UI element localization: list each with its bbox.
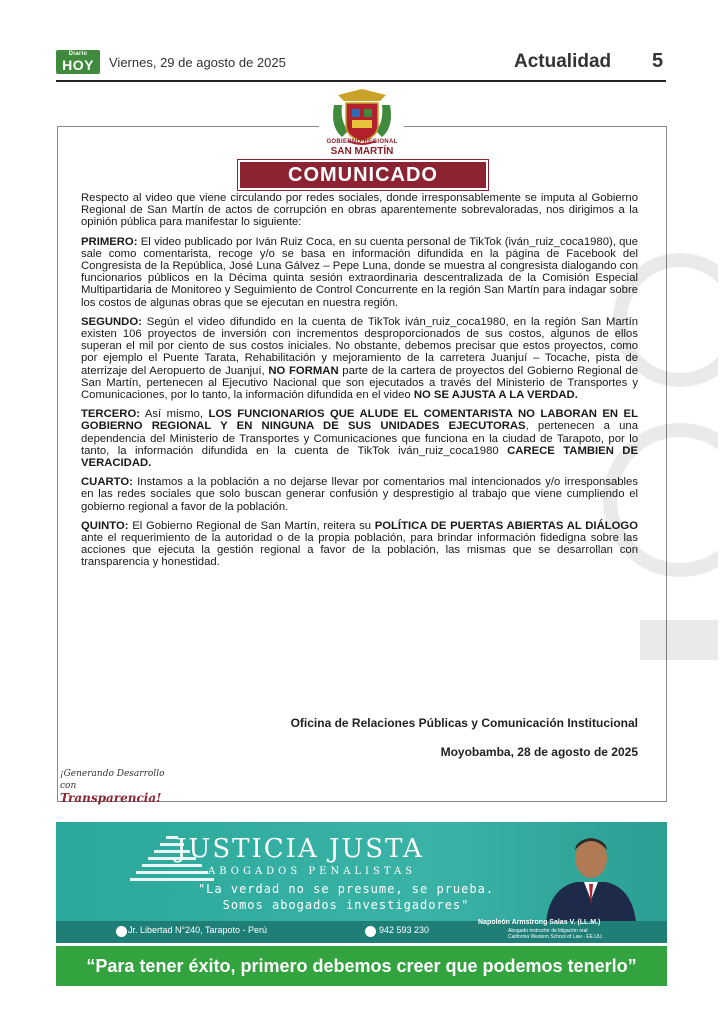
label-cuarto: CUARTO: (81, 476, 133, 489)
crest-name-line2: SAN MARTÍN (330, 146, 394, 157)
label-segundo: SEGUNDO: (81, 315, 142, 328)
header-rule (56, 80, 666, 82)
text-segundo-a: Según el video difundido en la cuenta de TikTok iván_ruiz_coca1980, en la región San Martín existen 106 proyectos de inversión con incrementos desproporcionados de sus costos, algunos de ellos superan el mil por ciento de sus costos iniciales. No obstante, debemos precisar que estos proyectos, como por ejemplo el Puente Tarata, Rehabilitación y mejoramiento de la carretera Juanjuí – Tocache, pista de aterrizaje del Aeropuerto de Juanjuí, (81, 315, 638, 377)
paragraph-quinto (81, 520, 638, 569)
bold-segundo-a: NO FORMAN (268, 364, 339, 377)
communique-body (81, 192, 638, 576)
lawyer-name: Napoleón Armstrong Salas V. (LL.M.) (478, 919, 601, 926)
frame-top-left-line (57, 126, 319, 127)
lawyer-portrait-icon (536, 822, 646, 922)
ad-address: Jr. Libertad N°240, Tarapoto - Perú (128, 925, 268, 935)
text-quinto-b: ante el requerimiento de la autoridad o de la propia población, para brindar información fidedigna sobre las acciones que ejecuta la gestión regional a favor de la población, las mismas que se desarrollan con transparencia y honestidad. (81, 532, 638, 569)
text-tercero-b: , pertenecen a una dependencia del Ministerio de Transportes y Comunicaciones que funciona en la ciudad de Tarapoto, por lo tanto, la información difundida en la cuenta de TikTok iván_ruiz_coca1980 (81, 420, 638, 457)
ad-title: JUSTICIA JUSTA (176, 834, 424, 864)
ad-quote-line2: Somos abogados investigadores" (222, 898, 470, 912)
slogan-line1: ¡Generando Desarrollo (60, 769, 165, 779)
text-quinto-a: El Gobierno Regional de San Martín, reitera su (128, 519, 375, 532)
place-date: Moyobamba, 28 de agosto de 2025 (440, 745, 638, 759)
label-tercero: TERCERO: (81, 408, 140, 421)
logo-big-text: HOY (62, 57, 94, 73)
ad-subtitle: ABOGADOS PENALISTAS (208, 866, 417, 877)
lawyer-credential-line1: Abogado instructor de litigación oral (508, 928, 588, 934)
section-title: Actualidad (514, 51, 612, 72)
logo-small-text: Diario (68, 51, 88, 57)
bold-segundo-b: NO SE AJUSTA A LA VERDAD. (413, 389, 578, 402)
law-firm-ad[interactable] (56, 822, 667, 943)
intro-paragraph: Respecto al video que viene circulando por redes sociales, donde irresponsablemente se imputa al Gobierno Regional de San Martín de actos de corrupción en obras aparentemente sobrevaloradas, nos dirigimos a la opinión pública para manifestar lo siguiente: (81, 192, 638, 229)
bold-tercero-b: CARECE TAMBIEN DE VERACIDAD. (81, 444, 638, 470)
paragraph-segundo (81, 316, 638, 401)
motto-bar: “Para tener éxito, primero debemos creer que podemos tenerlo” (56, 946, 667, 986)
label-primero: PRIMERO: (81, 235, 138, 248)
bold-quinto: POLÍTICA DE PUERTAS ABIERTAS AL DIÁLOGO (374, 519, 638, 532)
slogan-prefix: con (60, 781, 77, 791)
paragraph-cuarto (81, 476, 638, 513)
masthead (56, 48, 666, 78)
label-quinto: QUINTO: (81, 519, 129, 532)
location-pin-icon (116, 926, 127, 937)
communique-title: COMUNICADO (238, 160, 488, 190)
text-segundo-b: parte de la cartera de proyectos del Gobierno Regional de San Martín, pertenecen al Ejecutivo Nacional que son ejecutados a través del Ministerio de Transportes y Comunicaciones, por lo tanto, la información difundida en el video (81, 364, 638, 402)
phone-icon (365, 926, 376, 937)
slogan (60, 769, 172, 803)
text-tercero-a: Así mismo, (140, 408, 209, 421)
ad-quote-line1: "La verdad no se presume, se prueba. (197, 882, 495, 896)
slogan-main: Transparencia! (60, 791, 162, 805)
text-primero: El video publicado por Iván Ruiz Coca, en su cuenta personal de TikTok (iván_ruiz_coca1980), que sale como comentarista, recoge y/o se basa en información difundida en la página de Facebook del Congresista de la República, José Luna Gálvez – Pepe Luna, donde se muestra al congresista dialogando con funcionarios públicos en la Décima quinta sesión extraordinaria descentralizada de la Comisión Especial Multipartidaria de Monitoreo y Seguimiento de Control Concurrente en la región San Martín para indagar sobre los costos de algunas obras que se ejecutan en nuestra región. (81, 235, 638, 309)
issue-date: Viernes, 29 de agosto de 2025 (109, 55, 286, 70)
frame-top-right-line (404, 126, 666, 127)
paragraph-tercero (81, 408, 638, 469)
newspaper-logo[interactable] (56, 50, 100, 74)
ad-phone[interactable]: 942 593 230 (379, 925, 430, 935)
page-number: 5 (652, 50, 664, 72)
bold-tercero-a: LOS FUNCIONARIOS QUE ALUDE EL COMENTARISTA NO LABORAN EN EL GOBIERNO REGIONAL Y EN NINGUNA DE SUS UNIDADES EJECUTORAS (81, 408, 638, 433)
lawyer-credential-line2: California Western School of Law - EE.UU. (508, 934, 603, 940)
text-cuarto: Instamos a la población a no dejarse llevar por comentarios mal intencionados y/o irresponsables en las redes sociales que solo buscan generar confusión y desprestigio al trabajo que viene cumpliendo el gobierno regional a favor de la población. (81, 476, 638, 513)
paragraph-primero (81, 236, 638, 309)
slogan-line2 (60, 781, 172, 805)
signature-office: Oficina de Relaciones Públicas y Comunicación Institucional (290, 716, 638, 730)
crest-name-line1: GOBIERNO REGIONAL (326, 139, 398, 145)
